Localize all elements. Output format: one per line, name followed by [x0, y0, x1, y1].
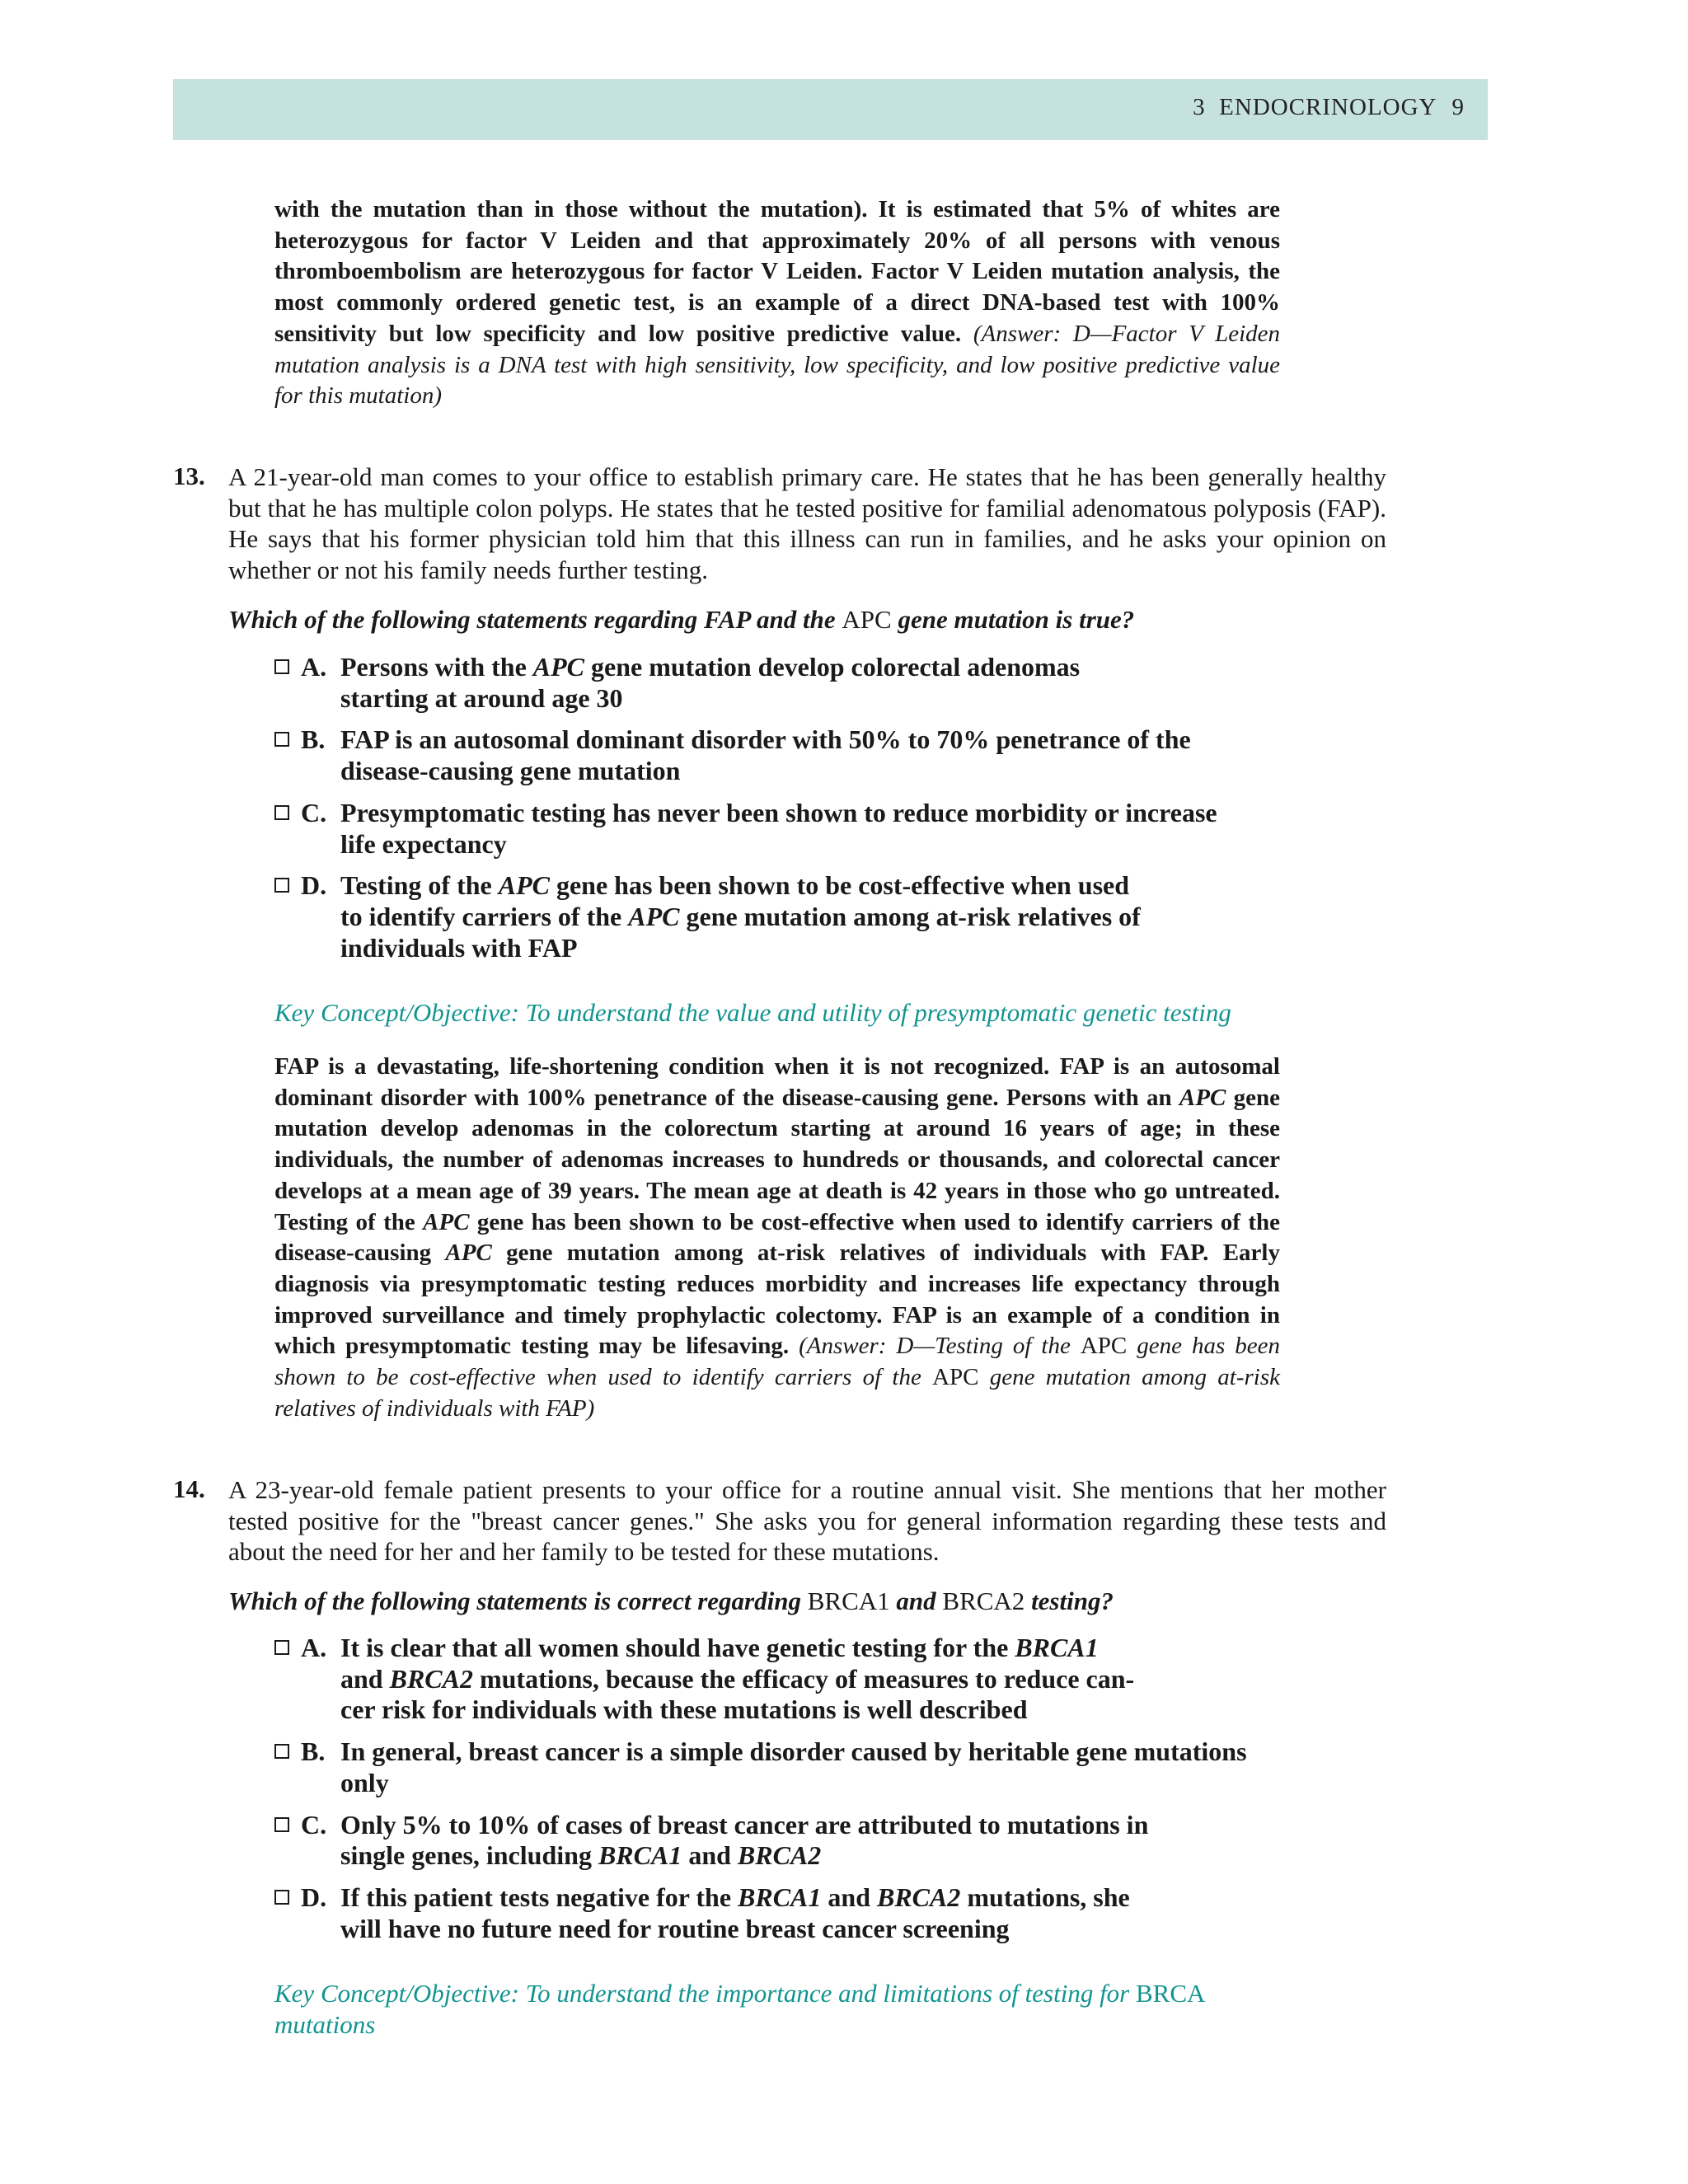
- lead-part: Which of the following statements is correct regarding: [228, 1586, 808, 1615]
- checkbox-icon[interactable]: [274, 1817, 289, 1832]
- checkbox-icon[interactable]: [274, 732, 289, 747]
- continuation-answer: (Answer: D—Factor V Leiden mutation analysis is a DNA test with high sensitivity, low specificity, and low positive predictive value for this mutation): [274, 320, 1281, 410]
- option-text: It is clear that all women should have genetic testing for the BRCA1 and BRCA2 mutations, because the efficacy of measures to reduce can- cer risk for individuals with these mutations is well described: [340, 1633, 1135, 1725]
- option-text: Presymptomatic testing has never been shown to reduce morbidity or increase life expectancy: [340, 797, 1217, 859]
- q13-option-c[interactable]: [274, 798, 1247, 860]
- question-14-stem: [228, 1474, 1386, 1568]
- question-13-stem: [228, 462, 1386, 586]
- checkbox-icon[interactable]: [274, 1890, 289, 1905]
- q13-option-d[interactable]: [274, 870, 1247, 963]
- lead-gene: APC: [842, 605, 892, 634]
- continuation-explanation: [274, 194, 1280, 412]
- checkbox-icon[interactable]: [274, 659, 289, 674]
- key-concept: [274, 1978, 1280, 2040]
- option-letter: D.: [301, 1882, 327, 1912]
- option-letter: B.: [301, 724, 326, 755]
- question-14-concept: [274, 1978, 1280, 2040]
- explanation-answer: (Answer: D—Testing of the APC gene has been shown to be cost-effective when used to identify carriers of the APC gene mutation among at-risk relatives of individuals with FAP): [274, 1333, 1280, 1422]
- concept-part: mutations: [274, 2009, 376, 2039]
- concept-gene: BRCA: [1136, 1979, 1206, 2008]
- option-text: Testing of the APC gene has been shown to be cost-effective when used to identify carriers of the APC gene mutation among at-risk relatives of individuals with FAP: [340, 870, 1141, 963]
- question-13-concept: [274, 997, 1346, 1029]
- continuation-text: [274, 194, 1280, 412]
- option-letter: A.: [301, 652, 327, 682]
- chapter-title: 3 ENDOCRINOLOGY: [1193, 94, 1437, 120]
- lead-part: and: [889, 1586, 943, 1615]
- running-head-text: [1178, 94, 1465, 121]
- option-letter: D.: [301, 870, 327, 901]
- option-text: In general, breast cancer is a simple disorder caused by heritable gene mutations only: [340, 1736, 1247, 1797]
- option-letter: C.: [301, 797, 327, 827]
- question-14-options: [274, 1633, 1247, 1955]
- lead-gene: BRCA1: [807, 1586, 890, 1615]
- q14-option-c[interactable]: [274, 1810, 1247, 1872]
- question-13-stem-text: A 21-year-old man comes to your office to establish primary care. He states that he has been generally healthy but that he has multiple colon polyps. He states that he tested positive for familial adenomatous polyposis (FAP). He says that his former physician told him that this illness can run in families, and he asks your opinion on whether or not his family needs further testing.: [228, 462, 1386, 585]
- lead-gene: BRCA2: [942, 1586, 1025, 1615]
- option-text: If this patient tests negative for the BRCA1 and BRCA2 mutations, she will have no future need for routine breast cancer screening: [340, 1882, 1130, 1943]
- running-header: [173, 79, 1488, 140]
- lead-part: gene mutation is true?: [891, 605, 1135, 634]
- lead-part: testing?: [1025, 1586, 1114, 1615]
- checkbox-icon[interactable]: [274, 1744, 289, 1759]
- question-13-explanation: [274, 1052, 1280, 1424]
- explanation-body: FAP is a devastating, life-shortening condition when it is not recognized. FAP is an autosomal dominant disorder with 100% penetrance of the disease-causing gene. Persons with an APC gene mutation develop adenomas in the colorectum starting at around 16 years of age; in these individuals, the number of adenomas increases to hundreds or thousands, and colorectal cancer develops at a mean age of 39 years. The mean age at death is 42 years in those who go untreated. Testing of the APC gene has been shown to be cost-effective when used to identify carriers of the disease-causing APC gene mutation among at-risk relatives of individuals with FAP. Early diagnosis via presymptomatic testing reduces morbidity and increases life expectancy through improved surveillance and timely prophylactic colectomy. FAP is an example of a condition in which presymptomatic testing may be lifesaving.: [274, 1053, 1280, 1360]
- concept-part: Key Concept/Objective: To understand the importance and limitations of testing for: [274, 1979, 1136, 2008]
- q14-option-b[interactable]: [274, 1736, 1247, 1798]
- question-13-options: [274, 652, 1247, 974]
- question-14-number: 14.: [173, 1474, 205, 1503]
- q14-option-a[interactable]: [274, 1633, 1247, 1726]
- option-letter: C.: [301, 1809, 327, 1840]
- option-text: FAP is an autosomal dominant disorder with 50% to 70% penetrance of the disease-causing gene mutation: [340, 724, 1191, 786]
- question-14-lead: [228, 1586, 1386, 1616]
- explanation-text: [274, 1052, 1280, 1424]
- option-letter: A.: [301, 1633, 327, 1662]
- q13-option-b[interactable]: [274, 724, 1247, 786]
- question-13-lead: [228, 605, 1386, 635]
- question-14-lead-text: [228, 1586, 1386, 1616]
- question-13-number: 13.: [173, 462, 205, 490]
- question-14-stem-text: A 23-year-old female patient presents to your office for a routine annual visit. She mentions that her mother tested positive for the "breast cancer genes." She asks you for general information regarding these tests and about the need for her and her family to be tested for these mutations.: [228, 1475, 1386, 1567]
- lead-part: Which of the following statements regarding FAP and the: [228, 605, 842, 634]
- checkbox-icon[interactable]: [274, 878, 289, 893]
- q13-option-a[interactable]: [274, 652, 1247, 714]
- continuation-body: with the mutation than in those without the mutation). It is estimated that 5% of whites are heterozygous for factor V Leiden and that approximately 20% of all persons with venous thromboembolism are heterozygous for factor V Leiden. Factor V Leiden mutation analysis, the most commonly ordered genetic test, is an example of a direct DNA-based test with 100% sensitivity but low specificity and low positive predictive value.: [274, 196, 1280, 347]
- option-letter: B.: [301, 1736, 326, 1767]
- checkbox-icon[interactable]: [274, 805, 289, 820]
- question-13-lead-text: [228, 605, 1386, 635]
- checkbox-icon[interactable]: [274, 1640, 289, 1655]
- q14-option-d[interactable]: [274, 1882, 1247, 1944]
- key-concept: Key Concept/Objective: To understand the value and utility of presymptomatic genetic testing: [274, 998, 1231, 1027]
- option-text: Persons with the APC gene mutation develop colorectal adenomas starting at around age 30: [340, 652, 1081, 713]
- option-text: Only 5% to 10% of cases of breast cancer are attributed to mutations in single genes, including BRCA1 and BRCA2: [340, 1809, 1149, 1871]
- page-number: 9: [1451, 94, 1465, 120]
